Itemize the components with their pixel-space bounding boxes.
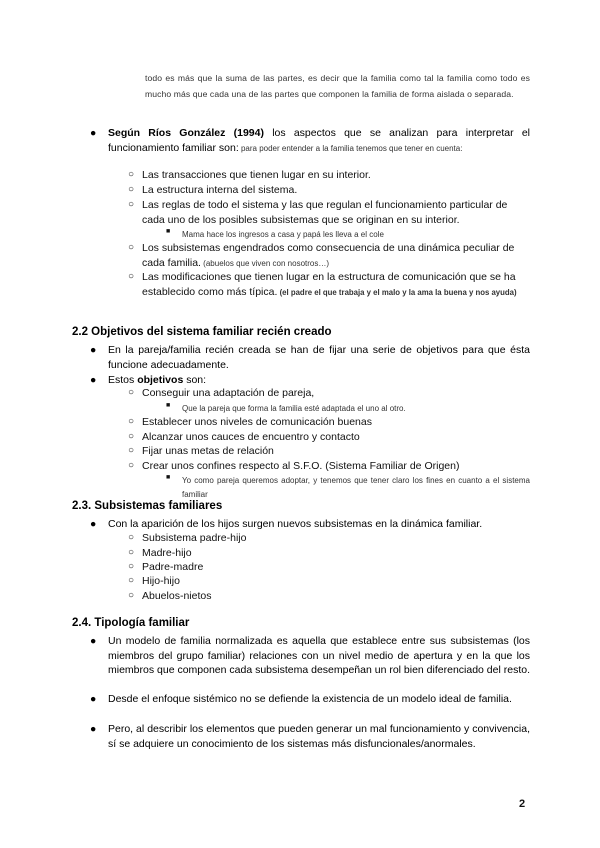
circle-bullet: ○ xyxy=(128,169,135,180)
intro-quote: todo es más que la suma de las partes, es decir que la familia como tal la familia como todo es mucho más que cada una de las partes que componen la familia de forma aislada o separada. xyxy=(145,73,530,99)
page-number: 2 xyxy=(519,798,526,810)
circle-bullet: ○ xyxy=(128,431,135,442)
rios-item-3-text: Las reglas de todo el sistema y las que regulan el funcionamiento particular de cada uno de los posibles subsistemas que se originan en su interior. xyxy=(142,199,508,226)
circle-bullet: ○ xyxy=(128,184,135,195)
section-2-3-title: 2.3. Subsistemas familiares xyxy=(72,500,223,512)
rios-text: los aspectos que se analizan para interpretar el funcionamiento familiar son: xyxy=(108,127,530,154)
rios-item-4-main: Los subsistemas engendrados como consecuencia de una dinámica peculiar de cada familia. xyxy=(142,242,515,269)
circle-bullet: ○ xyxy=(128,445,135,456)
section-2-2-title: 2.2 Objetivos del sistema familiar recién creado xyxy=(72,326,332,338)
square-bullet: ■ xyxy=(166,228,171,235)
circle-bullet: ○ xyxy=(128,460,135,471)
bullet-dot: ● xyxy=(90,693,97,705)
sec24-p2-text: Desde el enfoque sistémico no se defiende la existencia de un modelo ideal de familia. xyxy=(108,693,512,705)
circle-bullet: ○ xyxy=(128,416,135,427)
sec23-item-2-text: Madre-hijo xyxy=(142,547,192,559)
rios-item-4-note: (abuelos que viven con nosotros…) xyxy=(200,258,330,268)
rios-author: Según Ríos González (1994) xyxy=(108,127,264,139)
rios-item-5-text xyxy=(142,270,528,300)
square-bullet: ■ xyxy=(166,474,171,481)
sec22-item-5-note-text: Yo como pareja queremos adoptar, y tenemos que tener claro los fines en cuanto a el sistema familiar xyxy=(182,476,530,499)
bullet-dot: ● xyxy=(90,518,97,530)
rios-item-1-text: Las transacciones que tienen lugar en su interior. xyxy=(142,169,371,181)
rios-item-4-text xyxy=(142,241,528,271)
sec22-item-5-text: Crear unos confines respecto al S.F.O. (Sistema Familiar de Origen) xyxy=(142,460,460,472)
sec22-item-1-text: Conseguir una adaptación de pareja, xyxy=(142,387,315,399)
rios-item-2-text: La estructura interna del sistema. xyxy=(142,184,298,196)
circle-bullet: ○ xyxy=(128,590,135,601)
sec22-item-2-text: Establecer unos niveles de comunicación buenas xyxy=(142,416,372,428)
rios-item-5-main: Las modificaciones que tienen lugar en la estructura de comunicación que se ha establecido como más típica. xyxy=(142,271,516,298)
sec24-p3-text: Pero, al describir los elementos que pueden generar un mal funcionamiento y convivencia, sí se adquiere un conocimiento de los sistemas más disfuncionales/anormales. xyxy=(108,723,530,750)
section-2-4-title: 2.4. Tipología familiar xyxy=(72,617,190,629)
bullet-dot: ● xyxy=(90,127,97,139)
circle-bullet: ○ xyxy=(128,271,135,282)
sec23-item-3-text: Padre-madre xyxy=(142,561,204,573)
bullet-dot: ● xyxy=(90,635,97,647)
circle-bullet: ○ xyxy=(128,242,135,253)
circle-bullet: ○ xyxy=(128,547,135,558)
rios-item-5-note: (el padre el que trabaja y el malo y la ama la buena y nos ayuda) xyxy=(277,287,517,297)
sec22-p2-pre: Estos xyxy=(108,374,138,386)
circle-bullet: ○ xyxy=(128,575,135,586)
square-bullet: ■ xyxy=(166,402,171,409)
sec22-p1-text: En la pareja/familia recién creada se han de fijar una serie de objetivos para que ésta funcione adecuadamente. xyxy=(108,344,530,371)
sec24-p1-text: Un modelo de familia normalizada es aquella que establece entre sus subsistemas (los miembros del grupo familiar) relaciones con un nivel medio de apertura y en la que los miembros que componen cada subsistema desempeñan un rol bien diferenciado del resto. xyxy=(108,635,530,676)
rios-paragraph xyxy=(108,126,530,156)
circle-bullet: ○ xyxy=(128,532,135,543)
sec23-p1-text: Con la aparición de los hijos surgen nuevos subsistemas en la dinámica familiar. xyxy=(108,518,483,530)
circle-bullet: ○ xyxy=(128,561,135,572)
circle-bullet: ○ xyxy=(128,199,135,210)
sec22-item-4-text: Fijar unas metas de relación xyxy=(142,445,274,457)
circle-bullet: ○ xyxy=(128,387,135,398)
sec23-item-1-text: Subsistema padre-hijo xyxy=(142,532,247,544)
sec22-p2-post: son: xyxy=(183,374,207,386)
rios-bullet xyxy=(90,126,530,166)
sec22-item-1-note-text: Que la pareja que forma la familia esté adaptada el uno al otro. xyxy=(182,404,406,413)
bullet-dot: ● xyxy=(90,723,97,735)
sec22-item-3-text: Alcanzar unos cauces de encuentro y contacto xyxy=(142,431,360,443)
rios-note: para poder entender a la familia tenemos que tener en cuenta: xyxy=(238,143,463,153)
bullet-dot: ● xyxy=(90,344,97,356)
bullet-dot: ● xyxy=(90,374,97,386)
sec22-p2-bold: objetivos xyxy=(137,374,184,386)
rios-sub-note-text: Mama hace los ingresos a casa y papá les lleva a el cole xyxy=(182,230,384,239)
sec23-item-5-text: Abuelos-nietos xyxy=(142,590,212,602)
sec23-item-4-text: Hijo-hijo xyxy=(142,575,180,587)
